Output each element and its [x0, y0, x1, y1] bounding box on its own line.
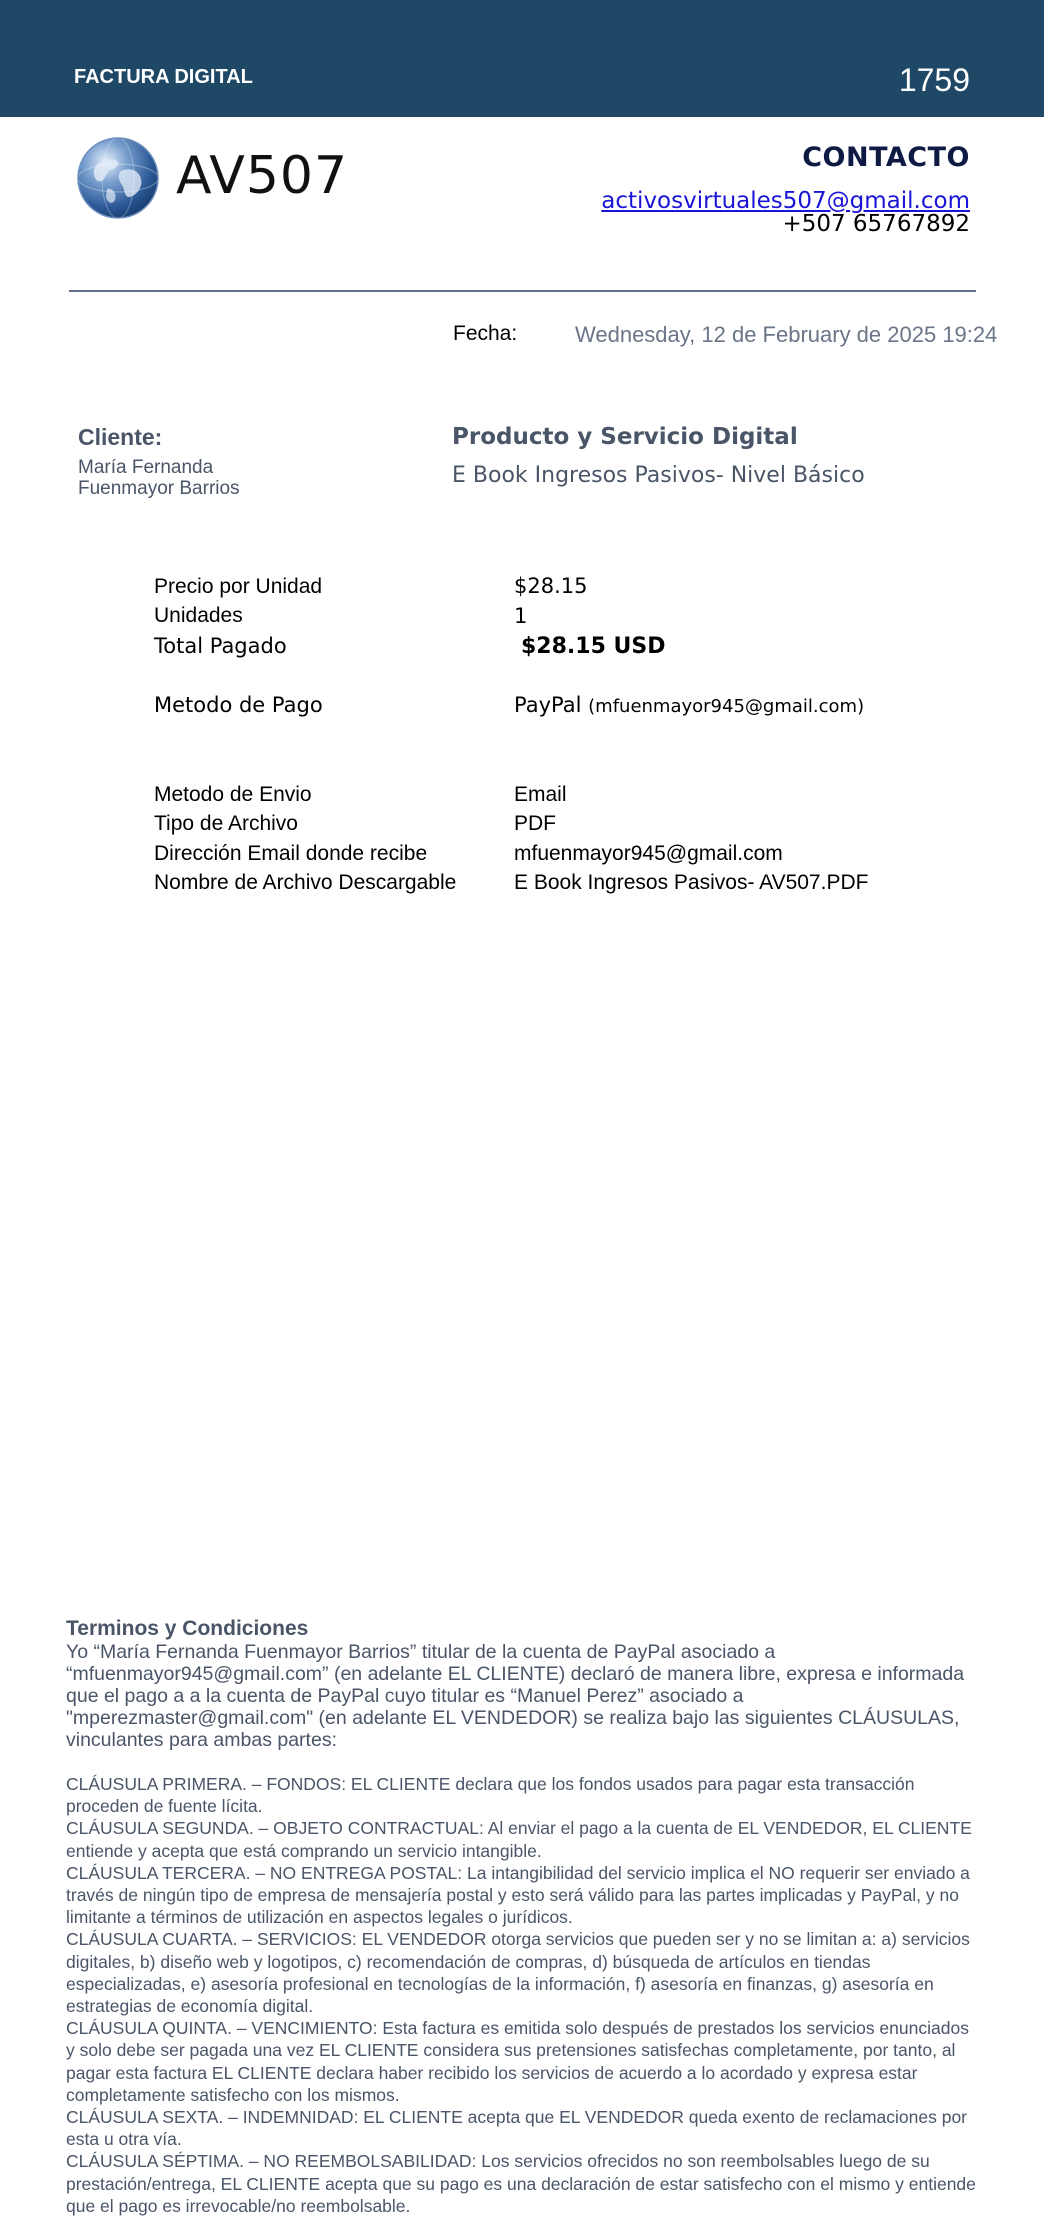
brand-name: AV507 [176, 146, 349, 206]
payment-method-value [514, 693, 864, 717]
header-divider [69, 290, 976, 292]
download-file-label: Nombre de Archivo Descargable [154, 871, 457, 894]
invoice-title: FACTURA DIGITAL [74, 66, 253, 88]
contact-phone: +507 65767892 [782, 211, 970, 237]
client-name: María Fernanda Fuenmayor Barrios [78, 457, 240, 499]
clause-item: CLÁUSULA SÉPTIMA. – NO REEMBOLSABILIDAD: Los servicios ofrecidos no son reembolsables luego de su prestación/entrega, EL CLIENTE acepta que su pago es una declaración de estar satisfecho con el mismo y entiende que el pago es irrevocable/no reembolsable. [66, 2151, 976, 2216]
clause-item: CLÁUSULA SEXTA. – INDEMNIDAD: EL CLIENTE acepta que EL VENDEDOR queda exento de reclamaciones por esta u otra vía. [66, 2107, 968, 2150]
unit-price-value: $28.15 [514, 574, 588, 598]
clause-item: CLÁUSULA SEGUNDA. – OBJETO CONTRACTUAL: Al enviar el pago a la cuenta de EL VENDEDOR, EL CLIENTE entiende y acepta que está comprando un servicio intangible. [66, 1818, 972, 1861]
clause-item: CLÁUSULA CUARTA. – SERVICIOS: EL VENDEDOR otorga servicios que pueden ser y no se limitan a: a) servicios digitales, b) diseño web y logotipos, c) recomendación de compras, d) búsqueda de artículos en tiendas especializadas, e) asesoría profesional en tecnologías de la información, f) asesoría en finanzas, g) asesoría en estrategias de economía digital. [66, 1929, 970, 2017]
clause-item: CLÁUSULA PRIMERA. – FONDOS: EL CLIENTE declara que los fondos usados para pagar esta transacción proceden de fuente lícita. [66, 1774, 915, 1817]
file-type-value: PDF [514, 812, 556, 835]
payment-method-email: (mfuenmayor945@gmail.com) [588, 696, 865, 717]
clause-item: CLÁUSULA QUINTA. – VENCIMIENTO: Esta factura es emitida solo después de prestados los servicios enunciados y solo debe ser pagada una vez EL CLIENTE considera sus pretensiones satisfechas completamente, por tanto, al pagar esta factura EL CLIENTE declara haber recibido los servicios de acuerdo a lo acordado y expresa estar completamente satisfecho con los mismos. [66, 2018, 969, 2105]
terms-title: Terminos y Condiciones [66, 1617, 309, 1640]
shipping-method-label: Metodo de Envio [154, 783, 312, 806]
file-type-label: Tipo de Archivo [154, 812, 298, 835]
invoice-header-bar [0, 0, 1044, 117]
product-name: E Book Ingresos Pasivos- Nivel Básico [452, 463, 865, 488]
units-label: Unidades [154, 604, 243, 627]
invoice-number: 1759 [898, 62, 970, 98]
terms-clauses [66, 1773, 982, 2217]
date-label: Fecha: [453, 322, 518, 345]
clause-item: CLÁUSULA TERCERA. – NO ENTREGA POSTAL: La intangibilidad del servicio implica el NO requerir ser enviado a través de ningún tipo de empresa de mensajería postal y esto será válido para las partes implicadas y PayPal, y no limitante a términos de utilización en aspectos legales o jurídicos. [66, 1862, 970, 1928]
recipient-email-label: Dirección Email donde recibe [154, 842, 428, 865]
client-label: Cliente: [78, 424, 163, 450]
contact-title: CONTACTO [802, 142, 970, 173]
terms-section [66, 1617, 982, 2217]
download-file-value: E Book Ingresos Pasivos- AV507.PDF [514, 871, 869, 894]
total-paid-value: $28.15 USD [521, 634, 666, 659]
payment-method-name: PayPal [514, 693, 582, 717]
units-value: 1 [514, 604, 528, 628]
unit-price-label: Precio por Unidad [154, 575, 323, 598]
payment-method-label: Metodo de Pago [154, 693, 323, 717]
contact-email-link[interactable]: activosvirtuales507@gmail.com [601, 188, 970, 214]
shipping-method-value: Email [514, 783, 567, 806]
recipient-email-value: mfuenmayor945@gmail.com [514, 842, 783, 865]
product-label: Producto y Servicio Digital [452, 424, 798, 450]
date-value: Wednesday, 12 de February de 2025 19:24 [575, 322, 998, 347]
total-paid-label: Total Pagado [154, 634, 287, 658]
terms-intro: Yo “María Fernanda Fuenmayor Barrios” titular de la cuenta de PayPal asociado a “mfuenmayor945@gmail.com” (en adelante EL CLIENTE) declaró de manera libre, expresa e informada que el pago a a la cuenta de PayPal cuyo titular es “Manuel Perez” asociado a "mperezmaster@gmail.com" (en adelante EL VENDEDOR) se realiza bajo las siguientes CLÁUSULAS, vinculantes para ambas partes: [66, 1641, 965, 1751]
globe-icon [77, 137, 159, 219]
